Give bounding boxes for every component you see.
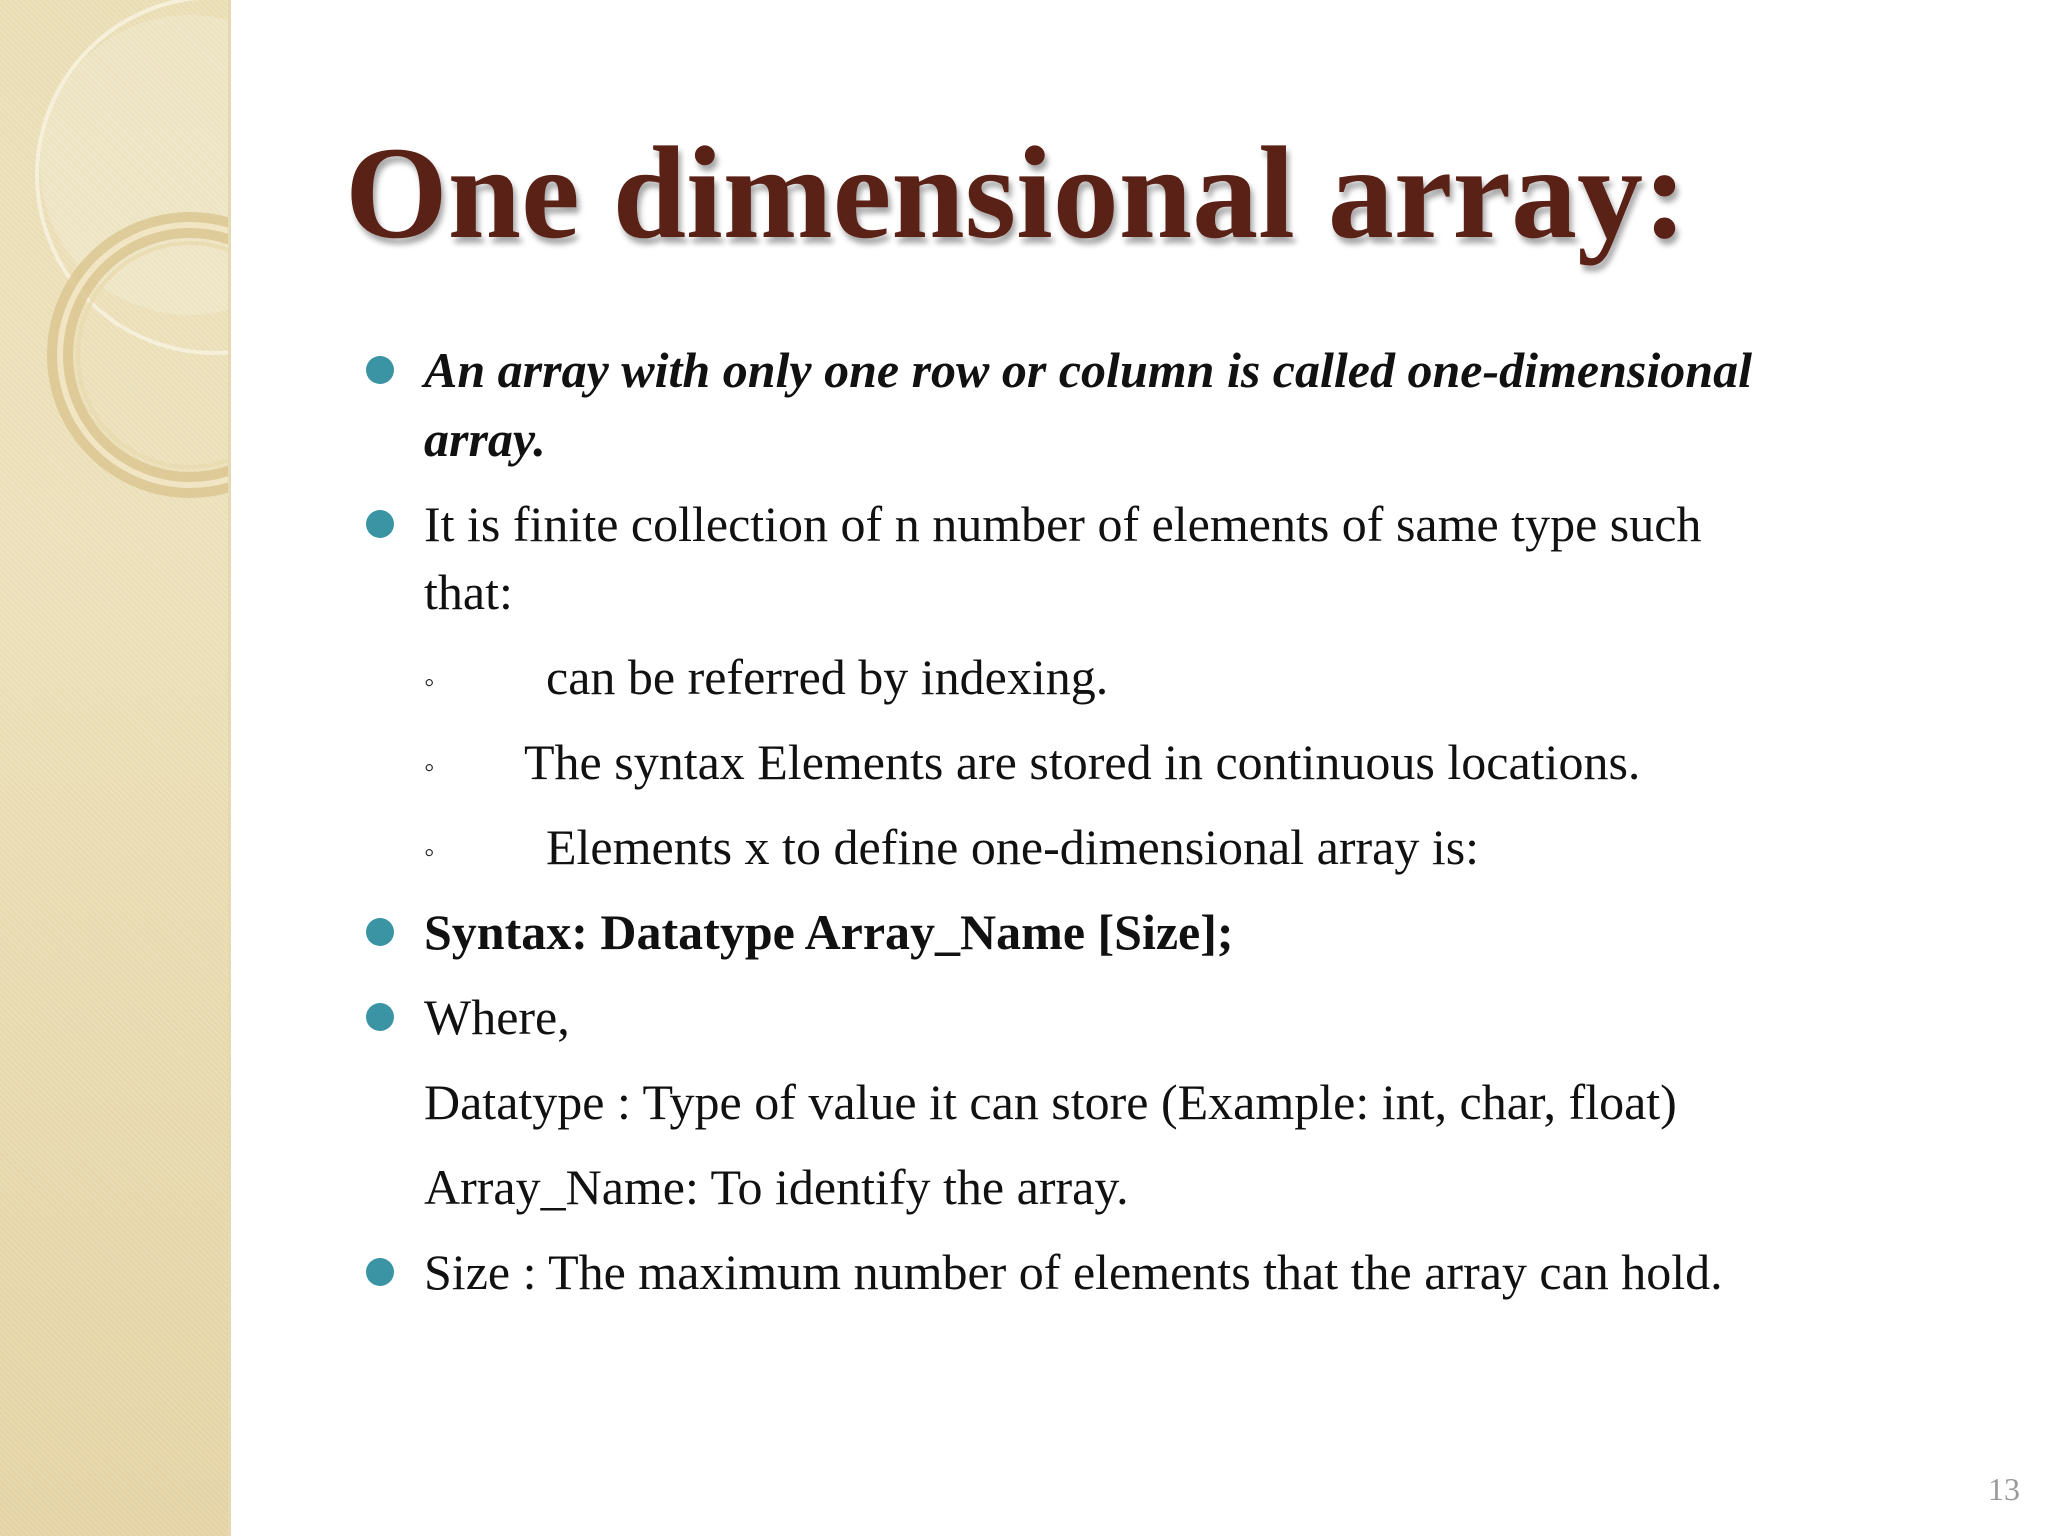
- bullet-dot-icon: [366, 918, 394, 946]
- bullet-dot-icon: [366, 510, 394, 538]
- sub-bullet-text: The syntax Elements are stored in continuous locations.: [524, 734, 1641, 790]
- bullet-text: Where,: [424, 989, 570, 1045]
- definition-text: Array_Name: To identify the array.: [424, 1159, 1129, 1215]
- bullet-dot-icon: [366, 356, 394, 384]
- sub-bullet-text: can be referred by indexing.: [546, 649, 1109, 705]
- bullet-text: An array with only one row or column is called one-dimensional: [424, 342, 1752, 398]
- bullet-text: Syntax: Datatype Array_Name [Size];: [424, 904, 1234, 960]
- slide-title: One dimensional array:: [345, 119, 1687, 266]
- bullet-text: array.: [424, 411, 546, 467]
- page-number: 13: [1988, 1471, 2020, 1507]
- bullet-dot-icon: [366, 1258, 394, 1286]
- bullet-text: Size : The maximum number of elements that the array can hold.: [424, 1244, 1723, 1300]
- sub-bullet-circle-icon: ◦: [424, 666, 435, 699]
- bullet-text: that:: [424, 564, 513, 620]
- bullet-text: It is finite collection of n number of elements of same type such: [424, 496, 1702, 552]
- definition-text: Datatype : Type of value it can store (Example: int, char, float): [424, 1074, 1677, 1130]
- sub-bullet-text: Elements x to define one-dimensional array is:: [546, 819, 1480, 875]
- sub-bullet-circle-icon: ◦: [424, 836, 435, 869]
- sub-bullet-circle-icon: ◦: [424, 751, 435, 784]
- bullet-dot-icon: [366, 1003, 394, 1031]
